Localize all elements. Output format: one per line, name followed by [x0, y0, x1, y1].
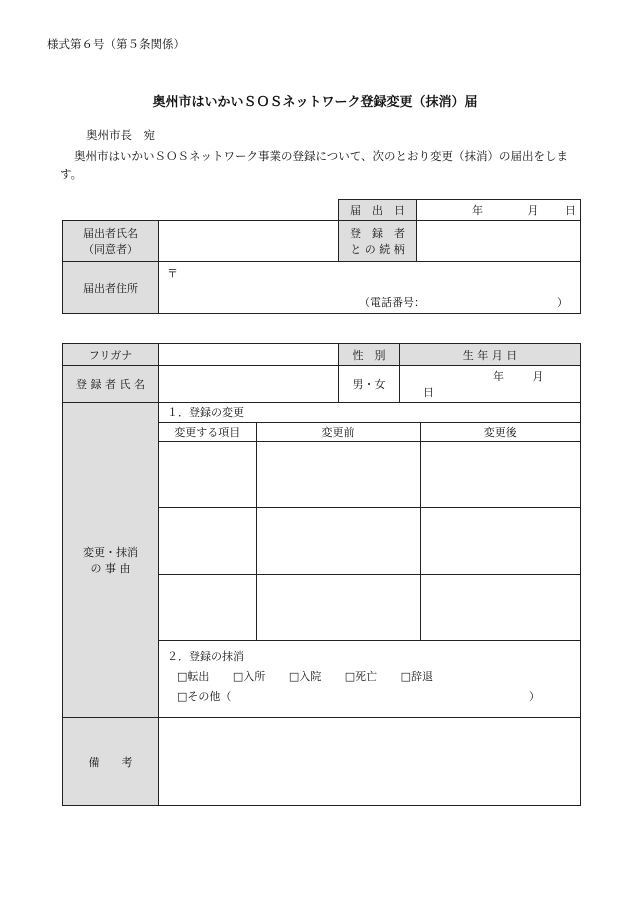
reason-label	[63, 403, 159, 718]
other-close: ）	[529, 690, 540, 703]
postal-mark: 〒	[167, 267, 178, 280]
notifier-name-sub: （同意者）	[83, 243, 138, 256]
dob-month: 月	[532, 370, 544, 383]
dob-label: 生 年 月 日	[400, 344, 581, 366]
delete-heading: ２．登録の抹消	[167, 650, 244, 663]
relation-label-line2: と の 続 柄	[350, 243, 405, 256]
phone-label: （電話番号：	[359, 296, 425, 309]
change-item-cell[interactable]	[159, 575, 256, 641]
date-field[interactable]	[417, 200, 581, 221]
phone-close: ）	[557, 296, 568, 309]
option-death[interactable]: □死亡	[344, 670, 378, 683]
remarks-field[interactable]	[159, 718, 581, 806]
change-item-cell[interactable]	[159, 442, 256, 508]
sex-field[interactable]: 男・女	[339, 366, 400, 403]
notifier-table	[62, 199, 581, 314]
form-number: 様式第６号（第５条関係）	[47, 37, 185, 51]
registrant-table	[62, 343, 581, 806]
year-label: 年	[472, 204, 483, 217]
registrant-name-field[interactable]	[159, 366, 339, 403]
dob-year: 年	[493, 370, 504, 383]
month-label: 月	[527, 204, 539, 217]
change-before-cell[interactable]	[256, 575, 420, 641]
dob-day: 日	[423, 386, 434, 399]
change-item-cell[interactable]	[159, 508, 256, 575]
reason-label-line2: の 事 由	[90, 562, 131, 575]
col-before: 変更前	[256, 423, 420, 442]
reason-label-line1: 変更・抹消	[83, 546, 138, 559]
furigana-label: フリガナ	[63, 344, 159, 366]
day-label: 日	[565, 204, 576, 217]
form-title: 奥州市はいかいＳＯＳネットワーク登録変更（抹消）届	[152, 95, 478, 110]
sex-label: 性 別	[339, 344, 400, 366]
date-label: 届 出 日	[339, 200, 417, 221]
relation-field[interactable]	[417, 221, 581, 262]
notifier-name-text: 届出者氏名	[83, 227, 138, 240]
address-field[interactable]	[159, 262, 581, 314]
col-item: 変更する項目	[159, 423, 256, 442]
option-hospitalization[interactable]: □入院	[288, 670, 322, 683]
change-heading: １．登録の変更	[167, 406, 244, 419]
other-option-row	[167, 687, 580, 707]
change-after-cell[interactable]	[420, 442, 580, 508]
col-after: 変更後	[420, 423, 580, 442]
option-admission-facility[interactable]: □入所	[232, 670, 266, 683]
option-transfer[interactable]: □転出	[177, 670, 210, 683]
option-other[interactable]: □その他（	[177, 690, 232, 703]
registrant-name-label: 登 録 者 氏 名	[63, 366, 159, 403]
delete-options	[167, 667, 580, 687]
notifier-name-field[interactable]	[159, 221, 339, 262]
reason-area	[159, 403, 581, 718]
change-after-cell[interactable]	[420, 508, 580, 575]
relation-label	[339, 221, 417, 262]
blank-area	[63, 200, 339, 221]
option-withdrawal[interactable]: □辞退	[400, 670, 434, 683]
furigana-field[interactable]	[159, 344, 339, 366]
addressee: 奥州市長 宛	[86, 128, 155, 142]
address-label: 届出者住所	[63, 262, 159, 314]
change-table	[159, 422, 580, 641]
lead-text: 奥州市はいかいＳＯＳネットワーク事業の登録について、次のとおり変更（抹消）の届出をします。	[60, 149, 569, 181]
change-after-cell[interactable]	[420, 575, 580, 641]
change-before-cell[interactable]	[256, 508, 420, 575]
relation-label-line1: 登 録 者	[350, 227, 405, 240]
notifier-name-label	[63, 221, 159, 262]
change-before-cell[interactable]	[256, 442, 420, 508]
remarks-label: 備 考	[63, 718, 159, 806]
delete-section	[159, 641, 580, 707]
dob-field[interactable]	[400, 366, 581, 403]
